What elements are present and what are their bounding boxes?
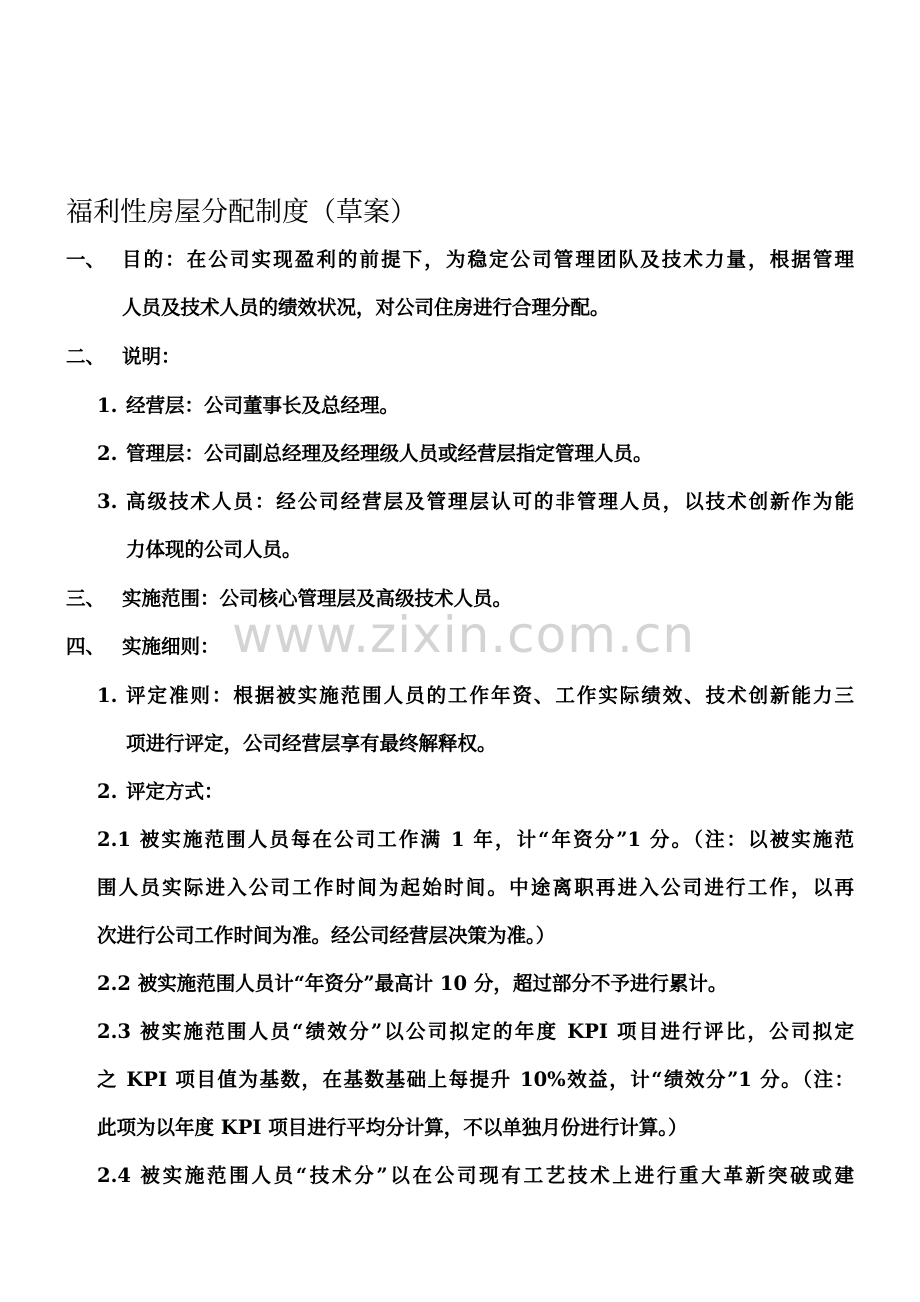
- clause-line: 2.3 被实施范围人员“绩效分”以公司拟定的年度 KPI 项目进行评比，公司拟定: [97, 1020, 854, 1043]
- clause-line: 2.4 被实施范围人员“技术分”以在公司现有工艺技术上进行重大革新突破或建: [97, 1164, 854, 1187]
- list-item-number: 1.: [97, 394, 118, 417]
- clause-line: 之 KPI 项目值为基数，在基数基础上每提升 10%效益，计“绩效分”1 分。（注：: [97, 1068, 854, 1091]
- clause-line: 此项为以年度 KPI 项目进行平均分计算，不以单独月份进行计算。）: [97, 1116, 688, 1139]
- list-item-text: 管理层：公司副总经理及经理级人员或经营层指定管理人员。: [126, 442, 653, 465]
- section-text: 目的：在公司实现盈利的前提下，为稳定公司管理团队及技术力量，根据管理: [122, 248, 854, 271]
- list-item-text: 评定方式：: [126, 780, 224, 803]
- list-item-number: 1.: [97, 684, 118, 707]
- list-item-text: 高级技术人员：经公司经营层及管理层认可的非管理人员，以技术创新作为能: [126, 490, 854, 513]
- list-item-number: 3.: [97, 490, 118, 513]
- section-text: 实施细则：: [122, 635, 220, 658]
- list-item-number: 2.: [97, 442, 118, 465]
- clause-line: 次进行公司工作时间为准。经公司经营层决策为准。）: [97, 924, 556, 947]
- clause-line: 围人员实际进入公司工作时间为起始时间。中途离职再进入公司进行工作，以再: [97, 876, 854, 899]
- section-number: 二、: [66, 345, 106, 368]
- section-number: 四、: [66, 635, 106, 658]
- section-text: 说明：: [122, 345, 181, 368]
- section-text: 实施范围：公司核心管理层及高级技术人员。: [122, 587, 513, 610]
- list-item-text: 评定准则：根据被实施范围人员的工作年资、工作实际绩效、技术创新能力三: [126, 684, 854, 707]
- watermark: www.zixin.com.cn: [232, 606, 696, 664]
- clause-line: 2.2 被实施范围人员计“年资分”最高计 10 分，超过部分不予进行累计。: [97, 972, 728, 995]
- document-title: 福利性房屋分配制度（草案）: [66, 197, 417, 228]
- section-number: 三、: [66, 587, 106, 610]
- list-item-text-continued: 力体现的公司人员。: [126, 538, 302, 561]
- clause-line: 2.1 被实施范围人员每在公司工作满 1 年，计“年资分”1 分。（注：以被实施范: [97, 828, 854, 851]
- list-item-number: 2.: [97, 780, 118, 803]
- list-item-text-continued: 项进行评定，公司经营层享有最终解释权。: [126, 732, 497, 755]
- section-number: 一、: [66, 248, 106, 271]
- list-item-text: 经营层：公司董事长及总经理。: [126, 394, 400, 417]
- section-text-continued: 人员及技术人员的绩效状况，对公司住房进行合理分配。: [122, 296, 610, 319]
